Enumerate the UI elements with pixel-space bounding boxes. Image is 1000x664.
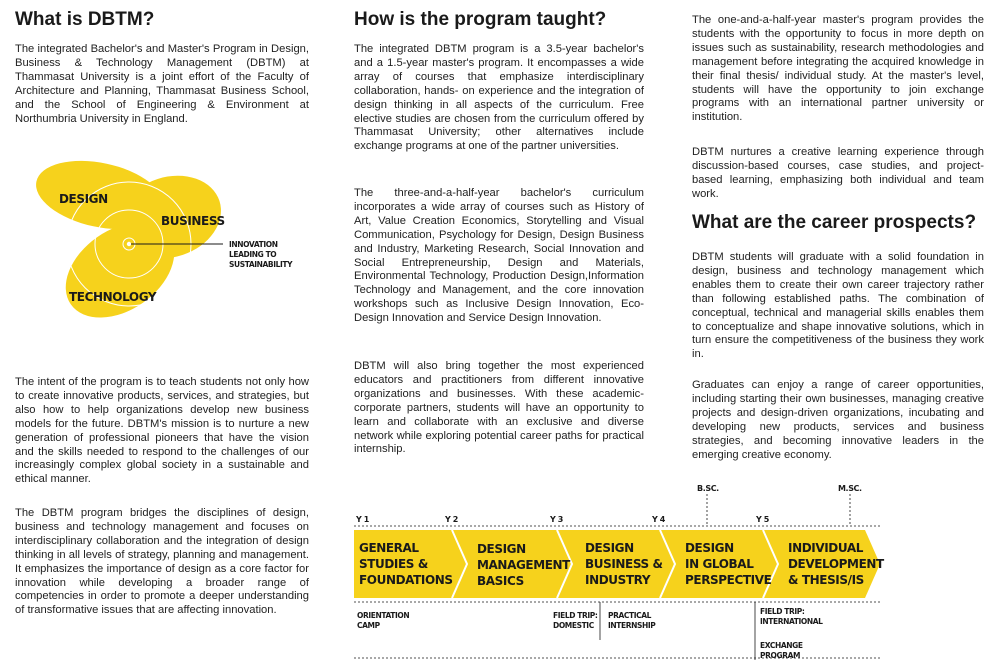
taught-paragraph-1: The integrated DBTM program is a 3.5-year bachelor's and a 1.5-year master's program. It encompasses a wide array of courses that emphasize interdisciplinary collaboration, hands- on experience and the integration of design thinking in all aspects of the curriculum. Free elective studies are chosen from the curriculum offered by Thammasat University; other alternatives include exchange programs at one of the partner universities.: [354, 43, 644, 153]
stage-design-business-industry: DESIGN BUSINESS & INDUSTRY: [585, 541, 663, 587]
msc-label: M.SC.: [838, 484, 862, 493]
exchange-program-note: EXCHANGE PROGRAM: [760, 641, 803, 660]
program-intent-paragraph: The intent of the program is to teach students not only how to create innovative products, services, and strategies, but also how to help organizations develop new business models for the future. DBTM's mission is to nurture a new generation of professional pioneers that have the vision and the skills needed to respond to the challenges of our increasingly complex global society in a sustainable and ethical manner.: [15, 376, 309, 486]
year-3-label: Y 3: [550, 515, 563, 524]
career-prospects-heading: What are the career prospects?: [692, 212, 977, 233]
career-paragraph-1: DBTM students will graduate with a solid foundation in design, business and technology management which enables them to create their own career trajectory rather than following established paths. The combination of conceptual, technical and managerial skills enables them to conceptualize and shape innovative solutions, which in turn ensure the competitiveness of the business they work in.: [692, 251, 984, 361]
stage-general-studies: GENERAL STUDIES & FOUNDATIONS: [359, 541, 453, 587]
what-is-dbtm-heading: What is DBTM?: [15, 9, 155, 30]
learning-experience-paragraph: DBTM nurtures a creative learning experience through discussion-based courses, case studies, and project-based learning, emphasizing both individual and team work.: [692, 146, 984, 200]
year-5-label: Y 5: [756, 515, 769, 524]
stage-design-management-basics: DESIGN MANAGEMENT BASICS: [477, 542, 570, 588]
innovation-label: INNOVATION LEADING TO SUSTAINABILITY: [229, 240, 293, 269]
masters-paragraph: The one-and-a-half-year master's program provides the students with the opportunity to focus in more depth on issues such as sustainability, research methodologies and management before integrating the acquired knowledge in their final thesis/ individual study. At the master's level, students will have the opportunity to join exchange programs with an international partner university or institution.: [692, 14, 984, 124]
practical-internship-note: PRACTICAL INTERNSHIP: [608, 611, 656, 630]
field-trip-domestic-note: FIELD TRIP: DOMESTIC: [553, 611, 598, 630]
taught-paragraph-3: DBTM will also bring together the most experienced educators and practitioners from different innovative organizations and businesses. With these academic-corporate partners, students will have an opportunity to learn and collaborate with an exclusive and diverse network while exploring potential career paths for practical internship.: [354, 360, 644, 456]
year-2-label: Y 2: [445, 515, 458, 524]
stage-individual-development: INDIVIDUAL DEVELOPMENT & THESIS/IS: [788, 541, 884, 587]
program-bridges-paragraph: The DBTM program bridges the disciplines of design, business and technology management and focuses on interdisciplinary collaboration and the integration of design thinking in all levels of strategy, planning and management. It emphasizes the importance of design as a core factor for innovation while developing a broader range of competencies in order to promote a deeper understanding of transformative issues that are affecting innovation.: [15, 507, 309, 617]
stage-design-global-perspective: DESIGN IN GLOBAL PERSPECTIVE: [685, 541, 772, 587]
innovation-dot: [127, 242, 131, 246]
how-taught-heading: How is the program taught?: [354, 9, 607, 30]
design-label: DESIGN: [59, 192, 108, 206]
field-trip-international-note: FIELD TRIP: INTERNATIONAL: [760, 607, 823, 626]
year-4-label: Y 4: [652, 515, 665, 524]
orientation-camp-note: ORIENTATION CAMP: [357, 611, 410, 630]
career-paragraph-2: Graduates can enjoy a range of career opportunities, including starting their own businesses, managing creative projects and design-driven organizations, incubating and developing new products, services and business strategies, and becoming innovative leaders in the emerging creative economy.: [692, 379, 984, 461]
dbtm-intro-paragraph: The integrated Bachelor's and Master's Program in Design, Business & Technology Management (DBTM) at Thammasat University is a joint effort of the Faculty of Architecture and Planning, Thammasat Business School, and the School of Engineering & Environment at Northumbria University in England.: [15, 43, 309, 125]
business-label: BUSINESS: [161, 214, 225, 228]
year-1-label: Y 1: [356, 515, 369, 524]
taught-paragraph-2: The three-and-a-half-year bachelor's curriculum incorporates a wide array of courses such as History of Art, Value Creation Economics, Storytelling and Visual Communication, Psychology for Design, Design Business and Industry, Marketing Research, Social Innovation and Social Entrepreneurship, Design and Materials, Environmental Technology, Production Design,Information Technology and Management, and the core innovation workshops such as Inclusive Design Innovation, Eco-Design Innovation and Service Design Innovation.: [354, 187, 644, 325]
bsc-label: B.SC.: [697, 484, 719, 493]
technology-label: TECHNOLOGY: [69, 290, 157, 304]
